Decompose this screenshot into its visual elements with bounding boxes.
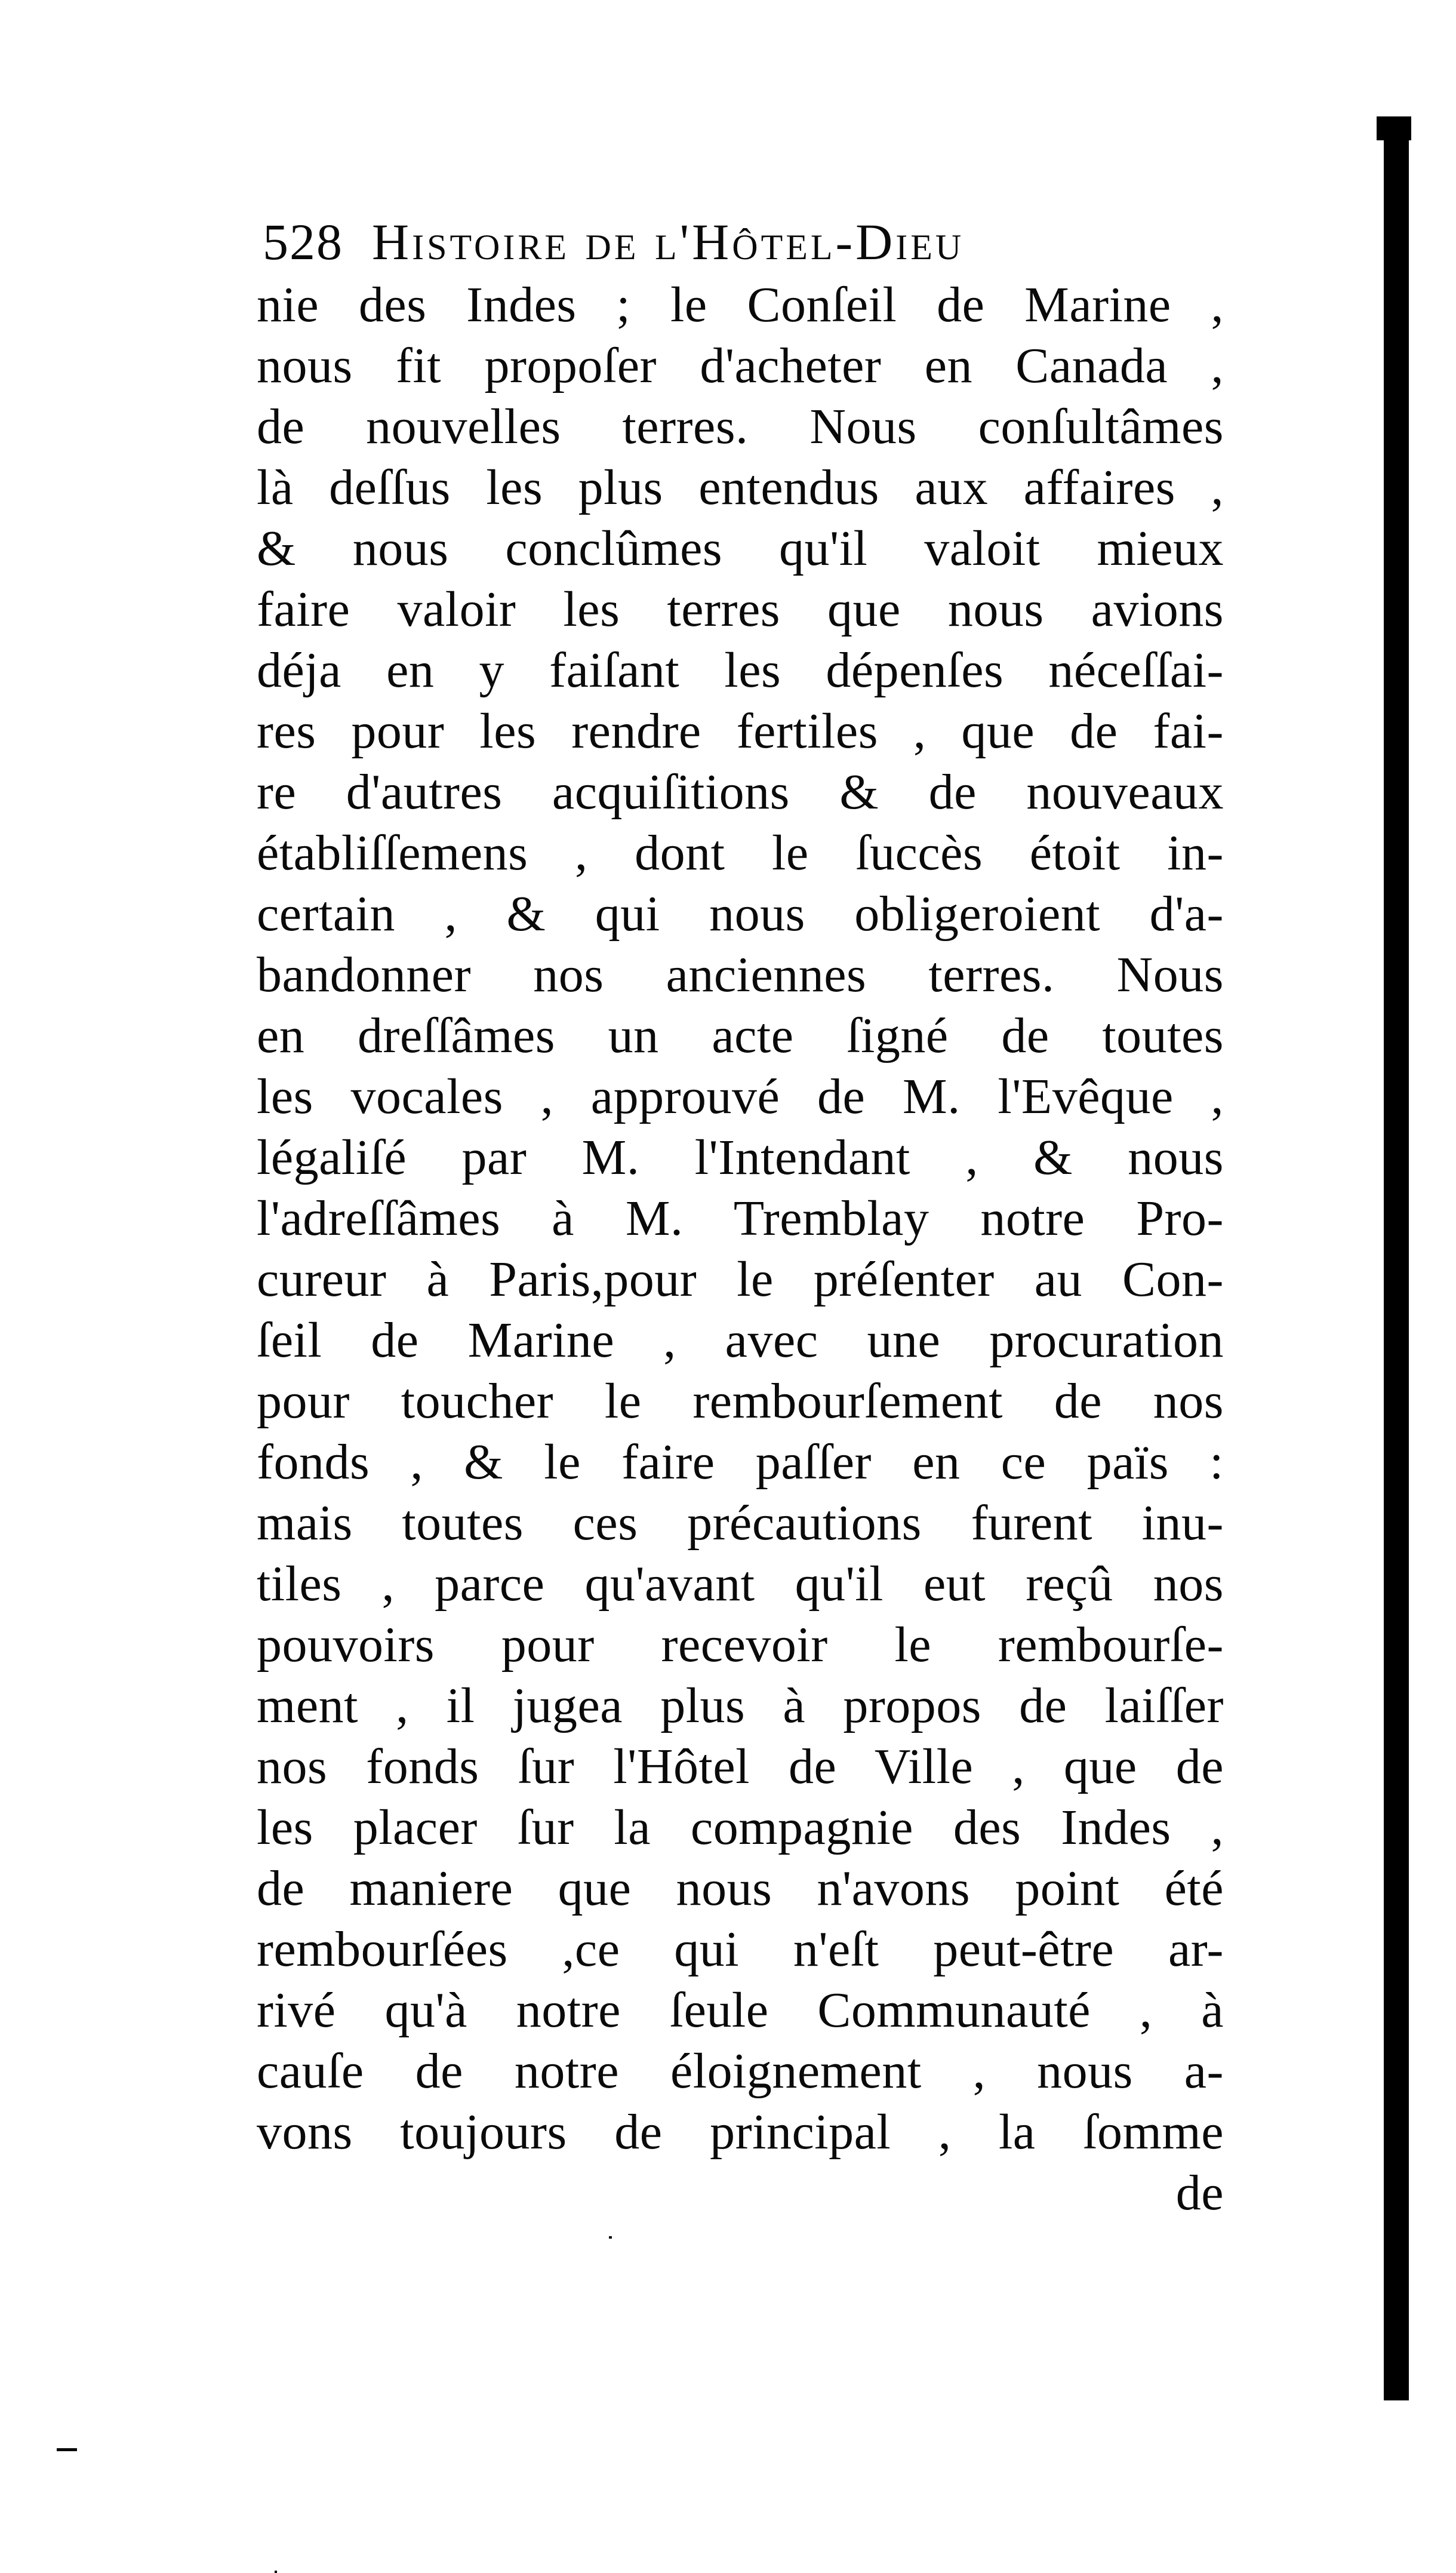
text-line: pouvoirs pour recevoir le rembourſe- bbox=[257, 1617, 1224, 1673]
text-line: nous fit propoſer d'acheter en Canada , bbox=[257, 338, 1224, 394]
text-line: fonds , & le faire paſſer en ce païs : bbox=[257, 1434, 1224, 1490]
text-line: nos fonds ſur l'Hôtel de Ville , que de bbox=[257, 1739, 1224, 1794]
text-line: rivé qu'à notre ſeule Communauté , à bbox=[257, 1982, 1224, 2038]
page-number: 528 bbox=[263, 213, 343, 270]
text-line: nie des Indes ; le Conſeil de Marine , bbox=[257, 277, 1224, 333]
text-line: en dreſſâmes un acte ſigné de toutes bbox=[257, 1008, 1224, 1063]
text-line: ment , il jugea plus à propos de laiſſer bbox=[257, 1678, 1224, 1733]
text-line: l'adreſſâmes à M. Tremblay notre Pro- bbox=[257, 1191, 1224, 1246]
scan-speck bbox=[275, 2571, 277, 2573]
catchword: de bbox=[1175, 2165, 1224, 2221]
scan-speck bbox=[57, 2448, 77, 2451]
running-title: Histoire de l'Hôtel-Dieu bbox=[372, 213, 965, 270]
text-line: là deſſus les plus entendus aux affaires , bbox=[257, 460, 1224, 515]
binding-shadow bbox=[1384, 116, 1409, 2400]
text-line: res pour les rendre fertiles , que de fai- bbox=[257, 703, 1224, 759]
running-head bbox=[263, 212, 1218, 278]
text-line: de nouvelles terres. Nous conſultâmes bbox=[257, 399, 1224, 454]
text-line: cureur à Paris,pour le préſenter au Con- bbox=[257, 1252, 1224, 1307]
text-line: tiles , parce qu'avant qu'il eut reçû nos bbox=[257, 1556, 1224, 1612]
text-line: & nous conclûmes qu'il valoit mieux bbox=[257, 521, 1224, 576]
text-line: re d'autres acquiſitions & de nouveaux bbox=[257, 764, 1224, 820]
text-line: de maniere que nous n'avons point été bbox=[257, 1861, 1224, 1916]
text-line: établiſſemens , dont le ſuccès étoit in- bbox=[257, 825, 1224, 881]
text-line: certain , & qui nous obligeroient d'a- bbox=[257, 886, 1224, 942]
text-line: vons toujours de principal , la ſomme bbox=[257, 2104, 1224, 2160]
text-line: les vocales , approuvé de M. l'Evêque , bbox=[257, 1069, 1224, 1124]
text-line: cauſe de notre éloignement , nous a- bbox=[257, 2043, 1224, 2099]
text-line: faire valoir les terres que nous avions bbox=[257, 582, 1224, 637]
scan-speck bbox=[609, 2236, 612, 2239]
body-text bbox=[257, 275, 1224, 2224]
text-line: bandonner nos anciennes terres. Nous bbox=[257, 947, 1224, 1003]
text-line: déja en y faiſant les dépenſes néceſſai- bbox=[257, 643, 1224, 698]
text-line: pour toucher le rembourſement de nos bbox=[257, 1373, 1224, 1429]
text-line: légaliſé par M. l'Intendant , & nous bbox=[257, 1130, 1224, 1185]
text-line: mais toutes ces précautions furent inu- bbox=[257, 1495, 1224, 1551]
text-line: les placer ſur la compagnie des Indes , bbox=[257, 1800, 1224, 1855]
text-line: ſeil de Marine , avec une procuration bbox=[257, 1312, 1224, 1368]
text-line: rembourſées ,ce qui n'eſt peut-être ar- bbox=[257, 1922, 1224, 1977]
